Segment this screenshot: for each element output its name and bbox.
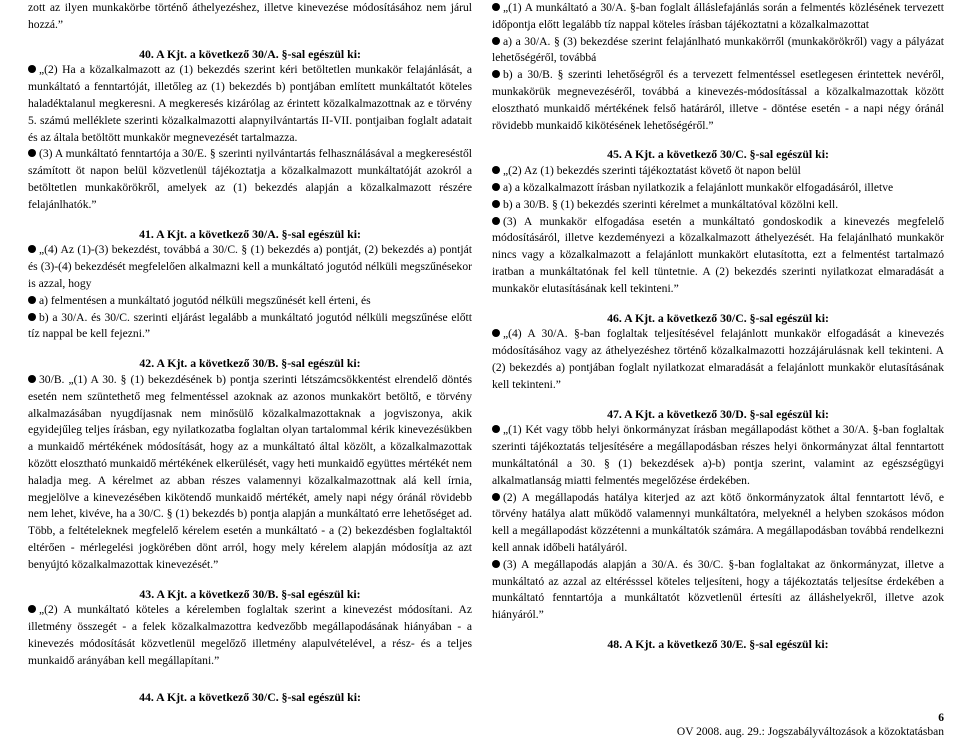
bullet-icon xyxy=(492,183,500,191)
page-number: 6 xyxy=(938,712,944,724)
section-40-para-2: „(2) Ha a közalkalmazott az (1) bekezdés szerint kéri betöltetlen munkakör felajánlását, a munkáltató a fenntartóját, illetőleg az (1) bekezdés b) pontjában említett munkáltatót köteles haladéktalanul megkeresni. A megkeresés kizárólag az érintett közalkalmazottnak az e törvény 5. számú melléklete szerinti közalkalmazotti alapnyilvántartás II-VII. pontjaiban foglalt adatait és az általa betöltött munkakör megnevezését tartalmazza. xyxy=(28,63,472,144)
bullet-icon xyxy=(28,296,36,304)
right-para-1: „(1) A munkáltató a 30/A. §-ban foglalt álláslefajánlás során a felmentés közlésének tervezett időpontja előtt legalább tíz nappal köteles írásban tájékoztatni a közalkalmazottat xyxy=(492,1,944,31)
section-46-title: 46. A Kjt. a következő 30/C. §-sal egészül ki: xyxy=(607,310,829,325)
bullet-icon xyxy=(28,65,36,73)
section-41-point-a: a) felmentésen a munkáltató jogutód nélküli megszűnését kell érteni, és xyxy=(28,293,472,310)
section-40-title: 40. A Kjt. a következő 30/A. §-sal egészül ki: xyxy=(139,46,361,61)
section-45-point-a: a) a közalkalmazott írásban nyilatkozik a felajánlott munkakör elfogadásáról, illetve xyxy=(492,180,944,197)
bullet-icon xyxy=(492,200,500,208)
section-47-title: 47. A Kjt. a következő 30/D. §-sal egészül ki: xyxy=(607,406,829,421)
bullet-icon xyxy=(492,425,500,433)
section-43-para: „(2) A munkáltató köteles a kérelemben foglaltak szerint a kinevezést módosítani. Az illetmény összegét - a felek közalkalmazottra kedvezőbb megállapodásának hiányában - a kinevezés módosítását közvetlenül megelőző illetmény alapulvételével, a rész- és a teljes munkaidő arányában kell megállapítani.” xyxy=(28,603,472,667)
bullet-icon xyxy=(492,37,500,45)
section-44-title: 44. A Kjt. a következő 30/C. §-sal egészül ki: xyxy=(139,690,361,705)
bullet-icon xyxy=(492,70,500,78)
bullet-icon xyxy=(28,605,36,613)
bullet-icon xyxy=(492,3,500,11)
section-41-title: 41. A Kjt. a következő 30/A. §-sal egészül ki: xyxy=(139,226,361,241)
section-48-title: 48. A Kjt. a következő 30/E. §-sal egészül ki: xyxy=(607,636,829,651)
bullet-icon xyxy=(492,217,500,225)
section-47-para-2: (2) A megállapodás hatálya kiterjed az azt kötő önkormányzatok által fenntartott lévő, e törvény hatálya alatt működő valamennyi munkáltatóra, melyeknél a helyben szokásos módon kell a megállapodást közzétenni a munkáltatók számára. A megállapodásban továbbá rendelkezni kell annak időbeli hatályáról. xyxy=(492,490,944,554)
section-47-para-1: „(1) Két vagy több helyi önkormányzat írásban megállapodást köthet a 30/A. §-ban foglaltak szerinti tájékoztatás teljesítésére a megállapodásban részes helyi önkormányzat által fenntartott munkáltatónál a 30. § (1) bekezdések a)-b) pontja szerint, valamint az egészségügyi alkalmatlanság miatti felmentés megelőzése érdekében. xyxy=(492,423,944,487)
right-point-a: a) a 30/A. § (3) bekezdése szerint felajánlható munkakörről (munkakörökről) vagy a pályázat lehetőségéről, továbbá xyxy=(492,34,944,65)
right-column xyxy=(492,0,944,653)
section-40-para-3: (3) A munkáltató fenntartója a 30/E. § szerinti nyilvántartás felhasználásával a megkereséstől számított öt napon belül közvetlenül tájékoztatja a közalkalmazott munkáltatóját azokról a betöltetlen munkakörökről, amelyek az (1) bekezdés alapján a közalkalmazott részére felajánlhatók.” xyxy=(28,147,472,211)
section-45-para-2: „(2) Az (1) bekezdés szerinti tájékoztatást követő öt napon belül xyxy=(492,163,944,180)
bullet-icon xyxy=(28,375,36,383)
bullet-icon xyxy=(492,560,500,568)
section-41-point-b: b) a 30/A. és 30/C. szerinti eljárást legalább a munkáltató jogutód nélküli megszűnése előtt tíz nappal be kell fejezni.” xyxy=(28,310,472,341)
bullet-icon xyxy=(28,149,36,157)
section-42-title: 42. A Kjt. a következő 30/B. §-sal egészül ki: xyxy=(139,356,361,371)
bullet-icon xyxy=(28,245,36,253)
left-column xyxy=(28,0,472,706)
section-46-para: „(4) A 30/A. §-ban foglaltak teljesítésével felajánlott munkakör elfogadását a kinevezés módosításához vagy az áthelyezéshez történő közalkalmazotti hozzájárulásnak kell tekinteni. A (2) bekezdés a) pontjában foglalt nyilatkozat elmaradását a felajánlott munkakör elutasításának kell tekinteni.” xyxy=(492,327,944,391)
section-43-title: 43. A Kjt. a következő 30/B. §-sal egészül ki: xyxy=(139,586,361,601)
section-45-title: 45. A Kjt. a következő 30/C. §-sal egészül ki: xyxy=(607,147,829,162)
footer-text: OV 2008. aug. 29.: Jogszabályváltozások a közoktatásban xyxy=(676,726,944,738)
intro-paragraph: zott az ilyen munkakörbe történő áthelyezéshez, illetve kinevezése módosításához nem járul hozzá.” xyxy=(28,1,472,31)
section-42-para: 30/B. „(1) A 30. § (1) bekezdésének b) pontja szerinti létszámcsökkentést elrendelő döntés esetén nem szüntethető meg felmentéssel azoknak az azonos munkakört betöltő, e törvény alkalmazásában nyugdíjasnak nem minősülő közalkalmazottaknak a jogviszonya, akik egyidejűleg teljes írásban, egy nyilatkozatba foglaltan olyan tartalommal kérik kinevezésükben a munkaidő mértékének módosítását, hogy az a munkáltató által közölt, a közalkalmazottak között elosztható munkaidő mértékének elkerülését, vagy heti munkaidő együttes mértékét nem haladja meg. A kérelmet az abban részes valamennyi közalkalmazottnak alá kell írnia, megjelölve a kinevezésében kikötendő munkaidő mértékét, amely napi négy óránál rövidebb nem lehet, kivéve, ha a 30/C. § (1) bekezdés b) pontja alapján a munkáltató erre lehetőséget ad. Több, a feltételeknek megfelelő kérelem esetén a munkáltató - a (2) bekezdésben foglaltaktól eltérően - mérlegelési jogkörében dönt arról, hogy mely kérelem alapján módosítja az azt benyújtó közalkalmazottak kinevezését.” xyxy=(28,372,472,571)
bullet-icon xyxy=(28,313,36,321)
section-41-para-4: „(4) Az (1)-(3) bekezdést, továbbá a 30/C. § (1) bekezdés a) pontját, (2) bekezdés a) pontját és (3)-(4) bekezdését megfelelően alkalmazni kell a munkáltató jogutód nélküli megszűnésekor is azzal, hogy xyxy=(28,243,472,290)
bullet-icon xyxy=(492,329,500,337)
section-45-para-3: (3) A munkakör elfogadása esetén a munkáltató gondoskodik a kinevezés megfelelő módosításáról, illetve kezdeményezi a közalkalmazott áthelyezését. Ha felajánlható munkakör nincs vagy a közalkalmazott a felajánlott munkakört elutasította, ezt a felmentést tartalmazó iratban a munkáltatónak fel kell tüntetnie. A (2) bekezdés szerinti nyilatkozat elmaradását a munkakör elutasításának kell tekinteni.” xyxy=(492,214,944,295)
section-45-point-b: b) a 30/B. § (1) bekezdés szerinti kérelmet a munkáltatóval közölni kell. xyxy=(492,197,944,214)
bullet-icon xyxy=(492,166,500,174)
right-point-b: b) a 30/B. § szerinti lehetőségről és a tervezett felmentéssel esetlegesen érintettek nevéről, munkakörük megnevezéséről, továbbá a kinevezés-módosítással a közalkalmazottak között elosztható munkaidő mértékének felső határáról, illetve - döntése esetén - a napi négy óránál rövidebb munkaidő kikötésének lehetőségéről.” xyxy=(492,68,944,132)
section-47-para-3: (3) A megállapodás alapján a 30/A. és 30/C. §-ban foglaltakat az önkormányzat, illetve a munkáltató az azzal az eltérésssel köteles teljesíteni, hogy a tájékoztatás teljesítse érdekében a munkáltató fenntartója a munkáltatót közvetlenül értesíti az álláshelyekről, illetve azok hiányáról.” xyxy=(492,557,944,622)
bullet-icon xyxy=(492,493,500,501)
